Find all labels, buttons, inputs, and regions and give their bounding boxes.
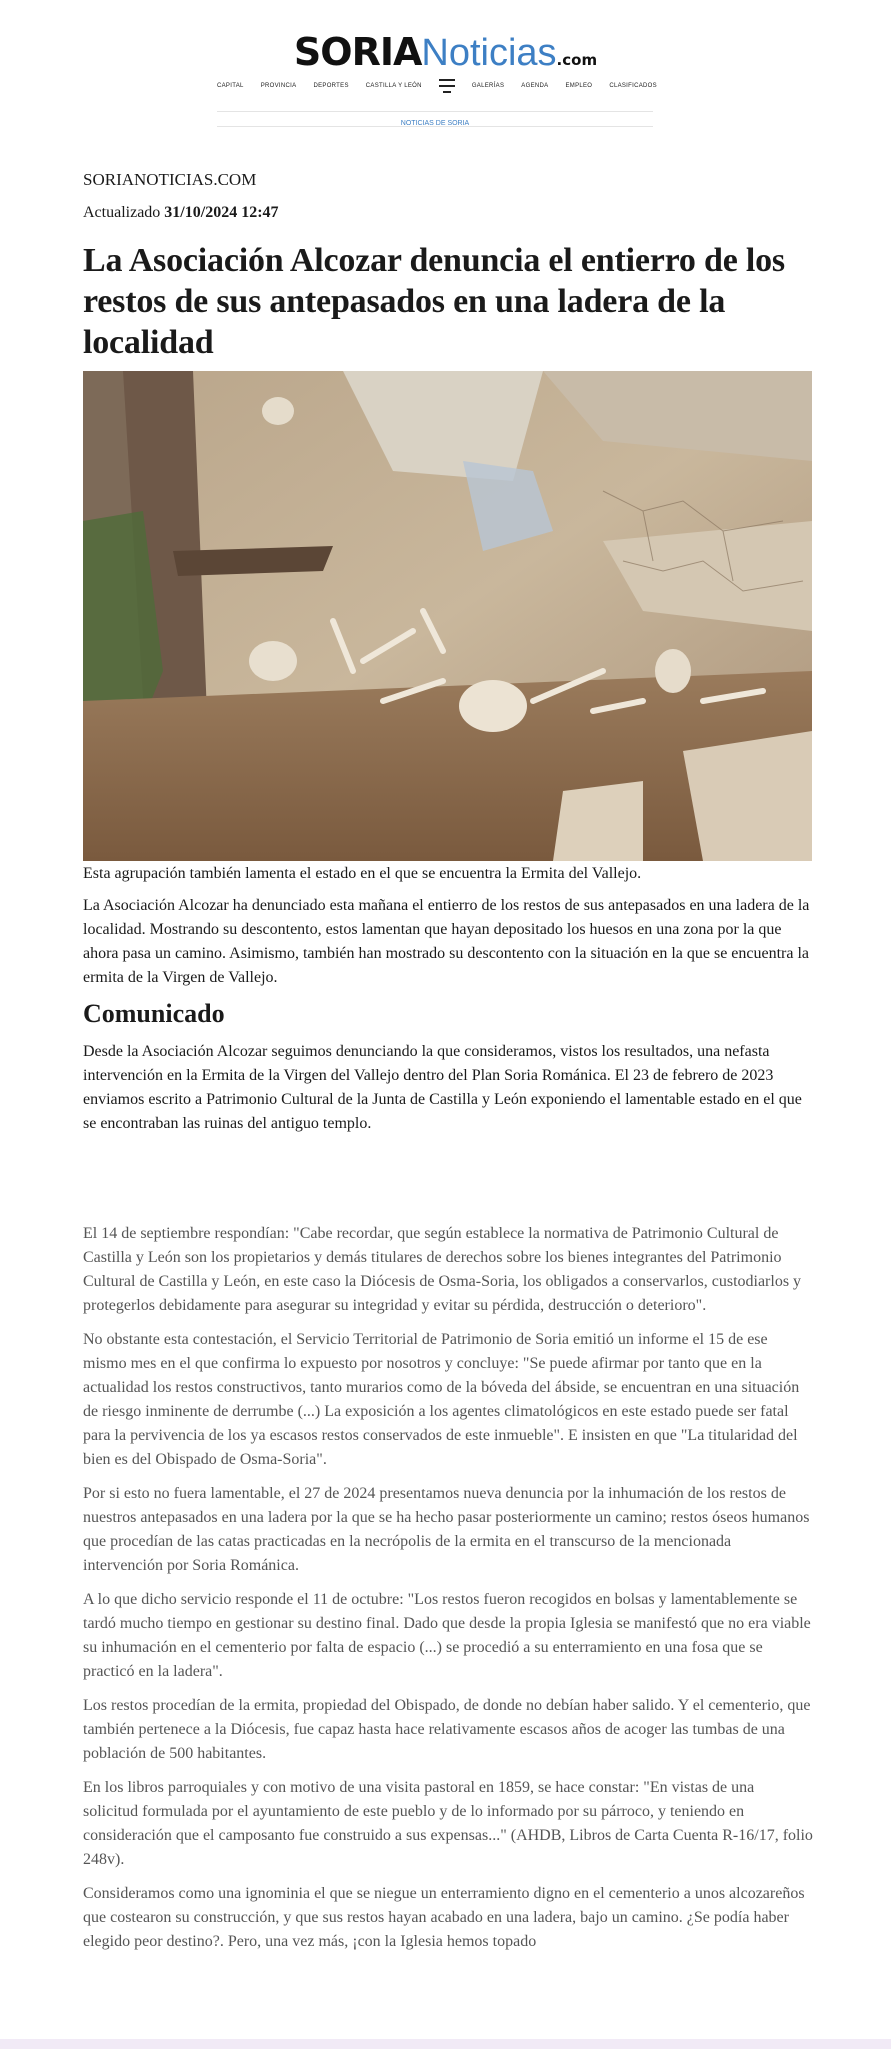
paragraph-7: En los libros parroquiales y con motivo de una visita pastoral en 1859, se hace constar: "En vistas de una solicitud formulada por el ayuntamiento de este pueblo y de lo informado por su párroco, y teniendo en consideración que el camposanto fue construido a sus expensas..." (AHDB, Libros de Carta Cuenta R-16/17, folio 248v). <box>83 1779 813 1868</box>
noticias-de-soria-link[interactable]: NOTICIAS DE SORIA <box>400 120 470 127</box>
paragraph-4: Por si esto no fuera lamentable, el 27 de 2024 presentamos nueva denuncia por la inhumación de los restos de nuestros antepasados en una ladera por la que se ha hecho pasar posteriormente un camino; restos óseos humanos que procedían de las catas practicadas en la necrópolis de la ermita en el transcurso de la mencionada intervención por Soria Románica. <box>83 1485 810 1574</box>
main-nav <box>217 77 657 95</box>
photo-caption: Esta agrupación también lamenta el estado en el que se encuentra la Ermita del Vallejo. <box>83 865 642 882</box>
nav-item-galerias[interactable]: GALERÍAS <box>471 83 505 89</box>
logo-soria-text: SORIA <box>293 30 422 74</box>
paragraph-8: Consideramos como una ignominia el que se niegue un enterramiento digno en el cementerio a unos alcozareños que costearon su construcción, y que sus restos hayan acabado en una ladera, bajo un camino. ¿Se podía haber elegido peor destino?. Pero, una vez más, ¡con la Iglesia hemos topado <box>83 1885 805 1950</box>
paragraph-3: No obstante esta contestación, el Servicio Territorial de Patrimonio de Soria emitió un informe el 15 de ese mismo mes en el que confirma lo expuesto por nosotros y concluye: "Se puede afirmar por tanto que en la actualidad los restos constructivos, tanto murarios como de la bóveda del ábside, se encuentran en una situación de riesgo inminente de derrumbe (...) La exposición a los agentes climatológicos en este estado puede ser fatal para la pervivencia de los ya escasos restos conservados de este inmueble". E insisten en que "La titularidad del bien es del Obispado de Osma-Soria". <box>83 1331 800 1468</box>
section-heading: Comunicado <box>83 999 225 1028</box>
updated-label: Actualizado <box>83 204 161 221</box>
logo-noticias-text: Noticias <box>421 32 557 74</box>
article-title: La Asociación Alcozar denuncia el entierro de los restos de sus antepasados en una ladera de la localidad <box>83 242 785 361</box>
logo-com-text: .com <box>556 51 598 69</box>
paragraph-2: El 14 de septiembre respondían: "Cabe recordar, que según establece la normativa de Patrimonio Cultural de Castilla y León son los propietarios y demás titulares de derechos sobre los bienes integrantes del Patrimonio Cultural de Castilla y León, en este caso la Diócesis de Osma-Soria, los obligados a conservarlos, custodiarlos y protegerlos debidamente para asegurar su integridad y evitar su pérdida, destrucción o deterioro". <box>83 1225 802 1314</box>
article-intro: La Asociación Alcozar ha denunciado esta mañana el entierro de los restos de sus antepasados en una ladera de la localidad. Mostrando su descontento, estos lamentan que hayan depositado los huesos en una zona por la que ahora pasa un camino. Asimismo, también han mostrado su descontento con la situación en la que se encuentra la ermita de la Virgen de Vallejo. <box>83 897 810 986</box>
paragraph-1: Desde la Asociación Alcozar seguimos denunciando la que consideramos, vistos los resultados, una nefasta intervención en la Ermita de la Virgen del Vallejo dentro del Plan Soria Románica. El 23 de febrero de 2023 enviamos escrito a Patrimonio Cultural de la Junta de Castilla y León exponiendo el lamentable estado en el que se encontraban las ruinas del antiguo templo. <box>83 1043 802 1132</box>
paragraph-6: Los restos procedían de la ermita, propiedad del Obispado, de donde no debían haber salido. Y el cementerio, que también pertenece a la Diócesis, fue capaz hasta hace relativamente escasos años de acoger las tumbas de una población de 500 habitantes. <box>83 1697 811 1762</box>
site-header <box>0 0 891 130</box>
bottom-bar <box>0 2039 891 2049</box>
menu-icon[interactable] <box>439 79 455 93</box>
nav-item-capital[interactable]: CAPITAL <box>217 83 244 89</box>
updated-date: 31/10/2024 12:47 <box>164 204 279 221</box>
article <box>83 168 813 1954</box>
ad-space <box>83 1136 813 1212</box>
nav-item-agenda[interactable]: AGENDA <box>521 83 549 89</box>
nav-item-castilla-y-leon[interactable]: CASTILLA Y LEÓN <box>365 83 422 89</box>
site-logo[interactable] <box>0 28 891 84</box>
nav-item-empleo[interactable]: EMPLEO <box>565 83 593 89</box>
article-source: SORIANOTICIAS.COM <box>83 170 257 189</box>
nav-item-deportes[interactable]: DEPORTES <box>313 83 349 89</box>
article-updated <box>83 201 813 225</box>
nav-item-clasificados[interactable]: CLASIFICADOS <box>609 83 657 89</box>
article-photo <box>83 371 812 861</box>
section-sub-bar <box>217 111 653 127</box>
nav-item-provincia[interactable]: PROVINCIA <box>260 83 297 89</box>
paragraph-5: A lo que dicho servicio responde el 11 de octubre: "Los restos fueron recogidos en bolsas y lamentablemente se tardó mucho tiempo en gestionar su destino final. Dado que desde la propia Iglesia se manifestó que no era viable su inhumación en el cementerio por falta de espacio (...) se procedió a su enterramiento en una fosa que se practicó en la ladera". <box>83 1591 811 1680</box>
